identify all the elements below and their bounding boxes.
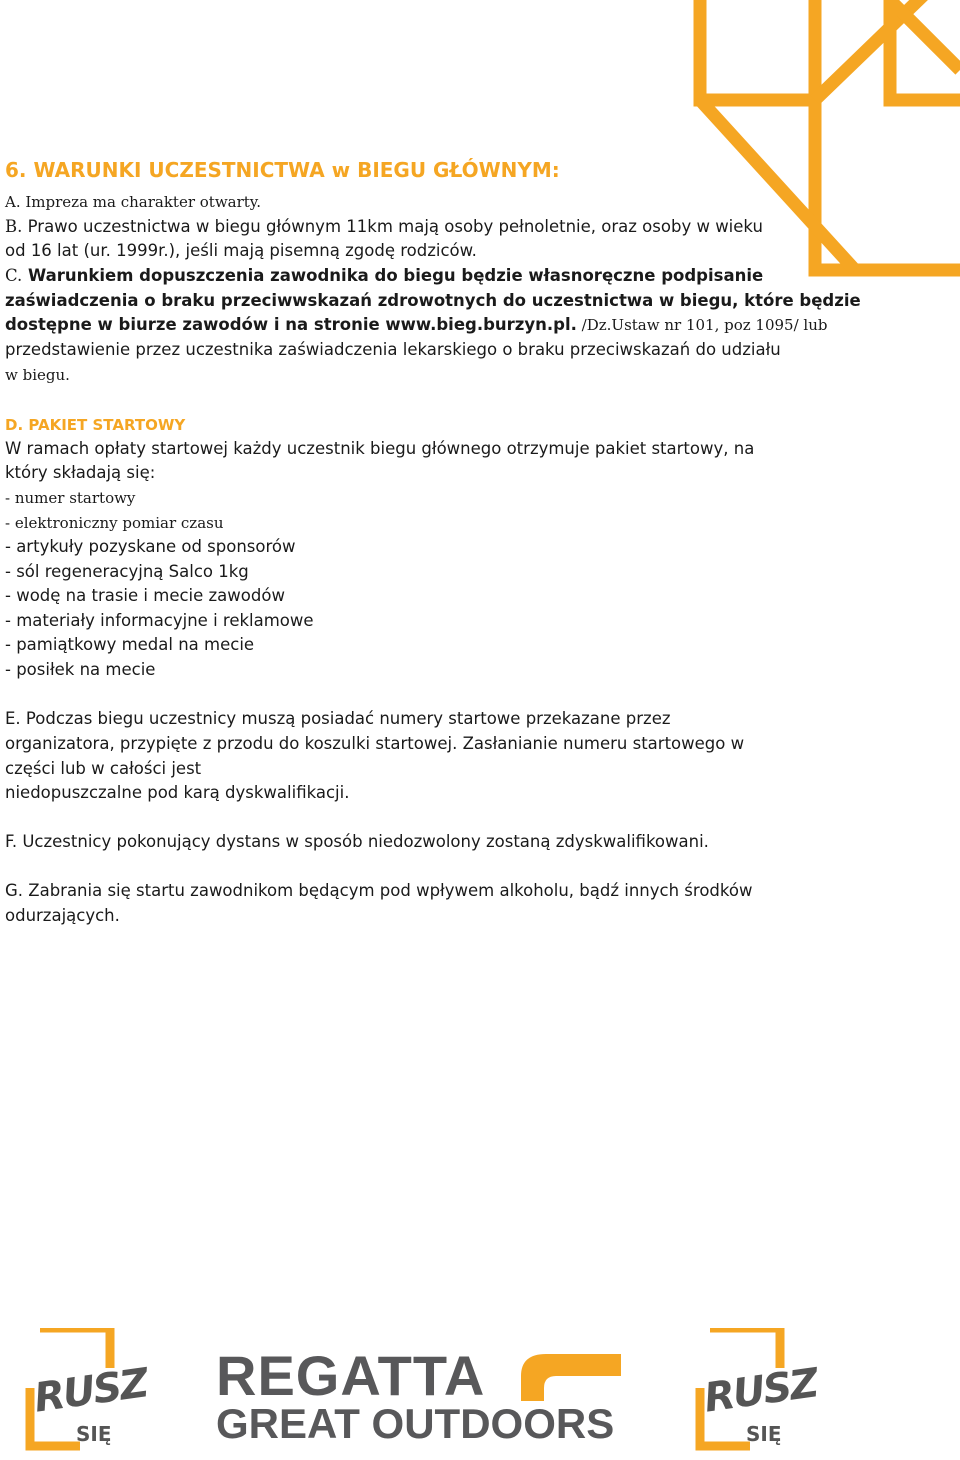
section-e-line1: E. Podczas biegu uczestnicy muszą posiadać numery startowe przekazane przez [5, 709, 671, 728]
section-g-line2: odurzających. [5, 906, 120, 925]
rusz-sie-logo-left [20, 1328, 150, 1456]
item-c-line4: przedstawienie przez uczestnika zaświadczenia lekarskiego o braku przeciwskazań do udziału [5, 340, 781, 359]
item-b-line2: od 16 lat (ur. 1999r.), jeśli mają pisemną zgodę rodziców. [5, 241, 477, 260]
list-item: - wodę na trasie i mecie zawodów [5, 586, 285, 605]
section-f-line1: F. Uczestnicy pokonujący dystans w sposób niedozwolony zostaną zdyskwalifikowani. [5, 832, 709, 851]
item-c-line1 [5, 264, 763, 288]
item-c-legal-ref: /Dz.Ustaw nr 101, poz 1095/ lub [576, 316, 828, 334]
regatta-swoosh-icon [516, 1346, 626, 1406]
item-c-line3 [5, 313, 827, 337]
list-item: - materiały informacyjne i reklamowe [5, 611, 314, 630]
section-e-line4: niedopuszczalne pod karą dyskwalifikacji. [5, 783, 350, 802]
rusz-word: RUSZ [701, 1360, 820, 1422]
item-c-line5: w biegu. [5, 366, 70, 384]
section-d-intro-line1: W ramach opłaty startowej każdy uczestnik biegu głównego otrzymuje pakiet startowy, na [5, 439, 755, 458]
regatta-wordmark: REGATTA [216, 1344, 486, 1407]
list-item: - elektroniczny pomiar czasu [5, 514, 224, 532]
section-6-title: 6. WARUNKI UCZESTNICTWA w BIEGU GŁÓWNYM: [5, 158, 560, 182]
sie-word: SIĘ [76, 1422, 112, 1446]
list-item: - pamiątkowy medal na mecie [5, 635, 255, 654]
rusz-sie-logo-right [690, 1328, 820, 1456]
item-c-text: Warunkiem dopuszczenia zawodnika do biegu będzie własnoręczne podpisanie [22, 266, 764, 285]
item-b-line1 [5, 215, 763, 239]
item-c-prefix: C. [5, 266, 23, 285]
item-c-website-text: dostępne w biurze zawodów i na stronie www.bieg.burzyn.pl. [5, 315, 577, 334]
section-e-line2: organizatora, przypięte z przodu do koszulki startowej. Zasłanianie numeru startowego w [5, 734, 745, 753]
regatta-logo [216, 1346, 646, 1451]
sponsor-logos-footer [0, 1318, 960, 1456]
section-d-title: D. PAKIET STARTOWY [5, 416, 186, 434]
sie-word: SIĘ [746, 1422, 782, 1446]
section-d-intro-line2: który składają się: [5, 463, 156, 482]
list-item: - sól regeneracyjną Salco 1kg [5, 562, 249, 581]
great-outdoors-wordmark: GREAT OUTDOORS [216, 1400, 615, 1447]
item-b-text: Prawo uczestnictwa w biegu głównym 11km mają osoby pełnoletnie, oraz osoby w wieku [22, 217, 763, 236]
section-g-line1: G. Zabrania się startu zawodnikom będącym pod wpływem alkoholu, bądź innych środków [5, 881, 753, 900]
item-a: A. Impreza ma charakter otwarty. [5, 193, 262, 211]
section-e-line3: części lub w całości jest [5, 759, 202, 778]
rusz-word: RUSZ [31, 1360, 150, 1422]
item-b-prefix: B. [5, 217, 23, 236]
list-item: - posiłek na mecie [5, 660, 156, 679]
item-c-line2: zaświadczenia o braku przeciwwskazań zdrowotnych do uczestnictwa w biegu, które będzie [5, 291, 861, 310]
list-item: - artykuły pozyskane od sponsorów [5, 537, 296, 556]
list-item: - numer startowy [5, 489, 136, 507]
